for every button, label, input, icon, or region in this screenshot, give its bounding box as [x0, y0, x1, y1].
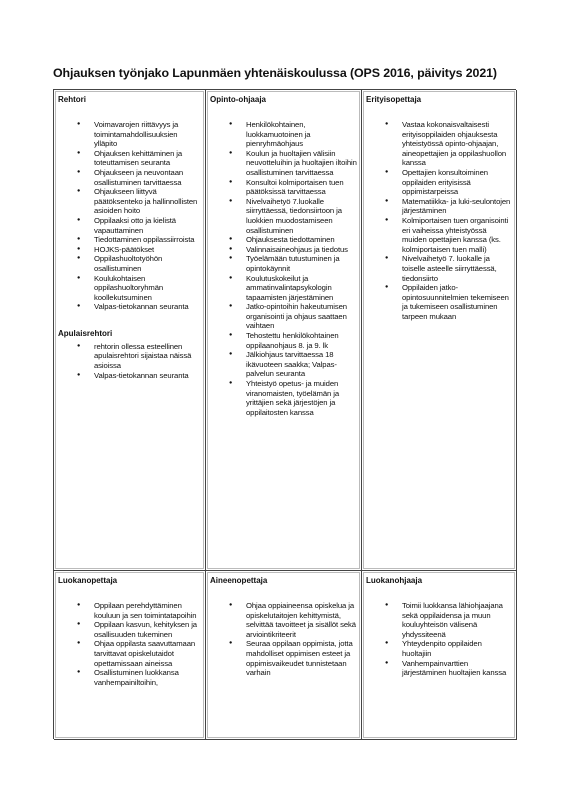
cell-rehtori: [54, 90, 206, 571]
cell-heading: Opinto-ohjaaja: [210, 95, 266, 104]
list-item: ● Valpas-tietokannan seuranta: [94, 302, 202, 312]
list-item: ● Valinnaisaineohjaus ja tiedotus: [246, 245, 358, 255]
list-item: ● Oppilaan kasvun, kehityksen ja osallisuuden tukeminen: [94, 620, 202, 639]
list-item: ● Oppilaaksi otto ja kielistä vapauttaminen: [94, 216, 202, 235]
list-item: ● Työelämään tutustuminen ja opintokäynnit: [246, 254, 358, 273]
role-table: [53, 89, 516, 739]
list-item: ● Henkilökohtainen, luokkamuotoinen ja pienryhmäohjaus: [246, 120, 358, 149]
list-item: ● Matematiikka- ja luki-seulontojen järjestäminen: [402, 197, 513, 216]
list-item: ● Tehostettu henkilökohtainen oppilaanohjaus 8. ja 9. lk: [246, 331, 358, 350]
cell-heading: Aineenopettaja: [210, 576, 268, 585]
cell-heading: Rehtori: [58, 95, 86, 104]
list-item: ● Oppilaiden jatko-opintosuunnitelmien tekemiseen ja tukemiseen osallistuminen tarpeen mukaan: [402, 283, 513, 321]
cell-heading: Luokanohjaaja: [366, 576, 423, 585]
list-item: ● Ohjauksesta tiedottaminen: [246, 235, 358, 245]
list-item: ● Koulun ja huoltajien välisiin neuvotteluihin ja huoltajien iltoihin osallistuminen tarvittaessa: [246, 149, 358, 178]
cell-subheading: Apulaisrehtori: [58, 328, 113, 338]
list-item: ● Ohjaukseen liittyvä päätöksenteko ja hallinnollisten asioiden hoito: [94, 187, 202, 216]
list-item: ● Yhteistyö opetus- ja muiden viranomaisten, työelämän ja yrittäjien sekä järjestöjen ja oppilaitosten kanssa: [246, 379, 358, 417]
list-item: ● Valpas-tietokannan seuranta: [94, 371, 202, 381]
cell-heading: Erityisopettaja: [366, 95, 422, 104]
list-item: ● Oppilaan perehdyttäminen kouluun ja sen toimintatapoihin: [94, 601, 202, 620]
list-item: ● Toimii luokkansa lähiohjaajana sekä oppilaidensa ja muun kouluyhteisön välisenä yhdyssiteenä: [402, 601, 513, 639]
cell-luokanohjaaja: [362, 571, 517, 740]
list-item: ● Ohjauksen kehittäminen ja toteuttamisen seuranta: [94, 149, 202, 168]
cell-opinto-ohjaaja: [206, 90, 362, 571]
document-title: Ohjauksen työnjako Lapunmäen yhtenäiskoulussa (OPS 2016, päivitys 2021): [53, 66, 497, 80]
list-item: ● Nivelvaihetyö 7.luokalle siirryttäessä, tiedonsiirtoon ja luokkien muodostamiseen osallistuminen: [246, 197, 358, 235]
cell-heading: Luokanopettaja: [58, 576, 118, 585]
list-item: ● Seuraa oppilaan oppimista, jotta mahdolliset oppimisen esteet ja oppimisvaikeudet tunnistetaan varhain: [246, 639, 358, 677]
list-item: ● HOJKS-päätökset: [94, 245, 202, 255]
list-item: ● Yhteydenpito oppilaiden huoltajiin: [402, 639, 513, 658]
task-list: [58, 342, 202, 380]
task-list: [366, 120, 513, 321]
list-item: ● Vanhempainvarttien järjestäminen huoltajien kanssa: [402, 659, 513, 678]
list-item: ● Konsultoi kolmiportaisen tuen päätöksissä tarvittaessa: [246, 178, 358, 197]
list-item: ● Koulutuskokeilut ja ammatinvalintapsykologin tapaamisten järjestäminen: [246, 274, 358, 303]
list-item: ● Ohjaukseen ja neuvontaan osallistuminen tarvittaessa: [94, 168, 202, 187]
list-item: ● Opettajien konsultoiminen oppilaiden erityisissä oppimistarpeissa: [402, 168, 513, 197]
list-item: ● Jälkiohjaus tarvittaessa 18 ikävuoteen saakka; Valpas-palvelun seuranta: [246, 350, 358, 379]
list-item: ● Osallistuminen luokkansa vanhempainiltoihin,: [94, 668, 202, 687]
task-list: [58, 601, 202, 687]
task-list: [58, 120, 202, 312]
list-item: ● Vastaa kokonaisvaltaisesti erityisoppilaiden ohjauksesta yhteistyössä opinto-ohjaajan, aineopettajien ja oppilashuollon kanssa: [402, 120, 513, 168]
cell-aineenopettaja: [206, 571, 362, 740]
list-item: ● Koulukohtaisen oppilashuoltoryhmän koollekutsuminen: [94, 274, 202, 303]
list-item: ● Voimavarojen riittävyys ja toimintamahdollisuuksien ylläpito: [94, 120, 202, 149]
list-item: ● Oppilashuoltotyöhön osallistuminen: [94, 254, 202, 273]
list-item: ● Nivelvaihetyö 7. luokalle ja toiselle asteelle siirryttäessä, tiedonsiirto: [402, 254, 513, 283]
list-item: ● Ohjaa oppilasta saavuttamaan tarvittavat opiskelutaidot opettamissaan aineissa: [94, 639, 202, 668]
cell-luokanopettaja: [54, 571, 206, 740]
task-list: [210, 601, 358, 678]
task-list: [366, 601, 513, 678]
list-item: ● Jatko-opintoihin hakeutumisen organisointi ja ohjaus saattaen vaihtaen: [246, 302, 358, 331]
cell-erityisopettaja: [362, 90, 517, 571]
list-item: ● rehtorin ollessa esteellinen apulaisrehtori sijaistaa näissä asioissa: [94, 342, 202, 371]
task-list: [210, 120, 358, 417]
list-item: ● Ohjaa oppiaineensa opiskelua ja opiskelutaitojen kehittymistä, selvittää tavoitteet ja sisällöt sekä arviointikriteerit: [246, 601, 358, 639]
list-item: ● Tiedottaminen oppilassiirroista: [94, 235, 202, 245]
list-item: ● Kolmiportaisen tuen organisointi eri vaiheissa yhteistyössä muiden opettajien kanssa (ks. kolmiportaisen tuen malli): [402, 216, 513, 254]
